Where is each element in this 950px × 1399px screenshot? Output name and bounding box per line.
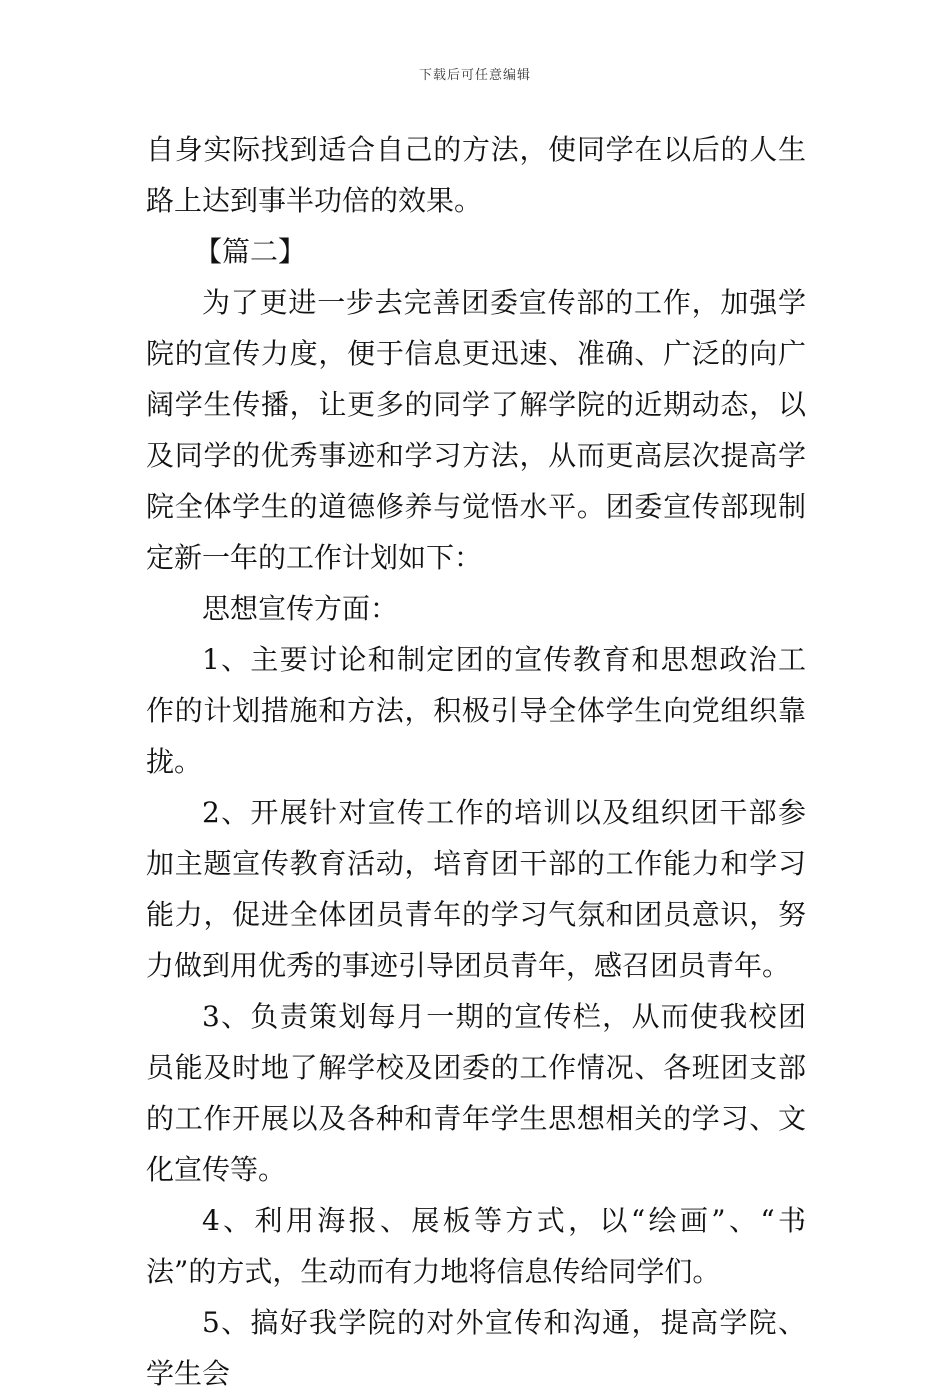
list-item: 2、开展针对宣传工作的培训以及组织团干部参加主题宣传教育活动，培育团干部的工作能力和学习能力，促进全体团员青年的学习气氛和团员意识，努力做到用优秀的事迹引导团员青年，感召团员青年。 bbox=[146, 796, 806, 982]
list-item: 5、搞好我学院的对外宣传和沟通，提高学院、学生会 bbox=[146, 1306, 806, 1390]
list-item: 1、主要讨论和制定团的宣传教育和思想政治工作的计划措施和方法，积极引导全体学生向党组织靠拢。 bbox=[146, 643, 806, 778]
continuation-paragraph: 自身实际找到适合自己的方法，使同学在以后的人生路上达到事半功倍的效果。 bbox=[146, 133, 806, 217]
subheading-paragraph: 思想宣传方面： bbox=[202, 592, 399, 625]
list-item: 3、负责策划每月一期的宣传栏，从而使我校团员能及时地了解学校及团委的工作情况、各班团支部的工作开展以及各种和青年学生思想相关的学习、文化宣传等。 bbox=[146, 1000, 806, 1186]
section-heading: 【篇二】 bbox=[194, 235, 307, 268]
page-header-note: 下载后可任意编辑 bbox=[418, 68, 531, 83]
document-body bbox=[146, 124, 806, 1399]
intro-paragraph: 为了更进一步去完善团委宣传部的工作，加强学院的宣传力度，便于信息更迅速、准确、广泛的向广阔学生传播，让更多的同学了解学院的近期动态，以及同学的优秀事迹和学习方法，从而更高层次提高学院全体学生的道德修养与觉悟水平。团委宣传部现制定新一年的工作计划如下： bbox=[146, 286, 806, 574]
list-item: 4、利用海报、展板等方式，以“绘画”、“书法”的方式，生动而有力地将信息传给同学们。 bbox=[146, 1204, 806, 1288]
